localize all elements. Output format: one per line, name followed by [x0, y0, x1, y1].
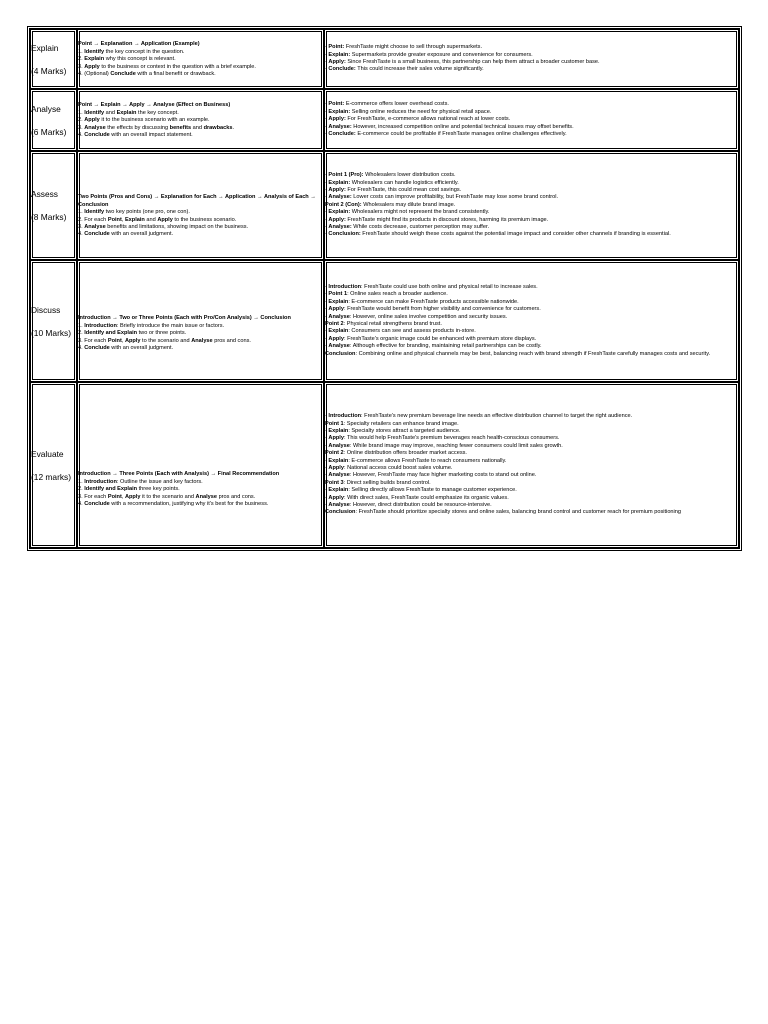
text-run: 1. [78, 322, 85, 329]
structure-cell [77, 151, 324, 260]
structure-title: Introduction → Two or Three Points (Each with Pro/Con Analysis) → Conclusion [78, 315, 291, 322]
example-line [325, 59, 738, 66]
bold-term: Explain [124, 216, 145, 223]
bold-term: Identify [84, 109, 105, 116]
bold-term: Conclude: [328, 66, 356, 73]
text-run: - [325, 194, 329, 201]
example-line [325, 52, 738, 59]
example-line [325, 328, 738, 335]
text-run: 3. For each [78, 337, 108, 344]
command-cell [30, 29, 77, 89]
structure-cell [77, 29, 324, 89]
bold-term: Apply [328, 465, 344, 471]
table-row [30, 89, 739, 151]
example-line [325, 187, 738, 194]
example-line [325, 224, 738, 231]
text-run: - [325, 108, 329, 115]
text-run: why this concept is relevant. [104, 56, 176, 63]
structure-step [78, 338, 323, 345]
structure-step [78, 486, 323, 493]
structure-step [78, 345, 323, 352]
structure-step [78, 209, 323, 216]
bold-term: drawbacks [203, 124, 233, 131]
bold-term: Point 1 (Pro): [328, 172, 364, 179]
text-run: - [325, 472, 329, 479]
text-run: 1. [78, 478, 85, 485]
example-line [325, 487, 738, 494]
bold-term: Explain [328, 457, 349, 464]
bold-term: Apply: [328, 216, 346, 223]
text-run: - [325, 494, 329, 501]
text-run: - [325, 66, 329, 73]
example-line [325, 66, 738, 73]
structure-step [78, 110, 323, 117]
text-run: - [325, 172, 329, 179]
text-run: E-commerce offers lower overhead costs. [344, 101, 449, 108]
text-run: - [325, 59, 329, 65]
text-run: - [325, 306, 329, 313]
text-run: 4. (Optional) [78, 71, 111, 78]
text-run: three key points. [137, 486, 180, 493]
bold-term: Analyse [84, 124, 106, 131]
bold-term: Point 3 [325, 479, 344, 486]
text-run: : However, direct distribution could be resource-intensive. [349, 502, 492, 509]
text-run: with a final benefit or drawback. [135, 71, 216, 78]
structure-step [78, 132, 323, 139]
structure-step [78, 323, 323, 330]
example-line [325, 314, 738, 321]
structure-step [78, 501, 323, 508]
text-run: benefits and limitations, showing impact on the business. [105, 223, 249, 230]
text-run: : Online distribution offers broader market access. [343, 450, 467, 457]
example-line [325, 194, 738, 201]
text-run: pros and cons. [212, 337, 251, 344]
text-run: - [325, 116, 329, 123]
bold-term: Apply: [328, 116, 346, 123]
structure-step [78, 224, 323, 231]
bold-term: Explain [328, 487, 349, 494]
bold-term: Apply [84, 63, 100, 70]
structure-step [78, 231, 323, 238]
bold-term: Analyse [328, 472, 350, 479]
example-cell [324, 151, 739, 260]
text-run: While costs decrease, customer perception may suffer. [351, 224, 490, 231]
example-line [325, 435, 738, 442]
text-run: FreshTaste might choose to sell through supermarkets. [344, 44, 483, 51]
text-run: For FreshTaste, this could mean cost savings. [345, 186, 462, 193]
text-run: - [325, 502, 329, 509]
bold-term: Apply [124, 493, 141, 500]
text-run: - [325, 291, 329, 298]
command-marks: (4 Marks) [31, 65, 67, 76]
text-run: Lower costs can improve profitability, but FreshTaste may lose some brand control. [351, 194, 559, 201]
text-run: Wholesalers might not represent the brand consistently. [350, 209, 490, 216]
bold-term: Explain [328, 427, 349, 434]
text-run: : Selling directly allows FreshTaste to manage customer experience. [348, 487, 517, 494]
command-cell [30, 260, 77, 382]
text-run: 4. [78, 231, 85, 238]
command-cell [30, 151, 77, 260]
example-line [325, 44, 738, 51]
text-run: and [191, 124, 204, 131]
bold-term: Introduction [328, 413, 362, 420]
table-row [30, 29, 739, 89]
text-run: : However, FreshTaste may face higher marketing costs to stand out online. [349, 472, 537, 479]
structure-cell [77, 382, 324, 548]
text-run: - [325, 487, 329, 494]
text-run: - [325, 298, 329, 305]
text-run: pros and cons. [217, 493, 256, 500]
bold-term: Apply [124, 337, 141, 344]
text-run: Wholesalers can handle logistics efficiently. [350, 179, 459, 186]
command-cell [30, 382, 77, 548]
text-run: 3. For each [78, 493, 108, 500]
text-run: the key concept in the question. [104, 48, 185, 55]
text-run: : Although effective for branding, maintaining retail partnerships can be costly. [349, 343, 542, 350]
example-line [325, 202, 738, 209]
text-run: and [144, 216, 158, 223]
bold-term: Conclude [110, 71, 136, 78]
text-run: : While brand image may improve, reaching fewer consumers could limit sales growth. [349, 442, 563, 449]
text-run: 3. [78, 63, 85, 70]
text-run: 2. [78, 486, 85, 493]
example-line [325, 495, 738, 502]
text-run: the key concept. [136, 109, 179, 116]
text-run: - [325, 313, 329, 320]
bold-term: Explain: [328, 51, 351, 58]
text-run: : Physical retail strengthens brand trust. [343, 321, 442, 327]
example-cell [324, 29, 739, 89]
text-run: : FreshTaste should prioritize specialty stores and online sales, balancing brand control and customer reach for premium positioning [355, 509, 682, 516]
text-run: : E-commerce can make FreshTaste products accessible nationwide. [348, 298, 519, 305]
example-line [325, 443, 738, 450]
text-run: , [121, 337, 125, 344]
text-run: two key points (one pro, one con). [104, 209, 190, 216]
example-line [325, 351, 738, 358]
bold-term: Explain [328, 328, 349, 335]
text-run: - [325, 44, 329, 51]
text-run: to the business or context in the question with a brief example. [99, 63, 256, 70]
example-line [325, 180, 738, 187]
structure-step [78, 125, 323, 132]
command-marks: (8 Marks) [31, 212, 67, 222]
bold-term: Analyse: [328, 224, 352, 231]
text-run: : Briefly introduce the main issue or factors. [116, 322, 225, 329]
bold-term: Identify and Explain [84, 486, 138, 493]
bold-term: Apply: [328, 186, 346, 193]
text-run: with a recommendation, justifying why it's best for the business. [109, 501, 269, 508]
text-run: Selling online reduces the need for physical retail space. [350, 108, 492, 115]
text-run: 2. For each [78, 216, 108, 223]
text-run: the effects by discussing [105, 124, 170, 131]
text-run: For FreshTaste, e-commerce allows national reach at lower costs. [345, 116, 511, 123]
bold-term: Explain: [328, 108, 351, 115]
text-run: , [121, 216, 125, 223]
text-run: 4. [78, 501, 85, 508]
text-run: with an overall impact statement. [109, 132, 193, 139]
structure-cell [77, 260, 324, 382]
bold-term: Introduction [84, 322, 117, 329]
bold-term: Analyse [195, 493, 218, 500]
text-run: - [325, 123, 329, 130]
bold-term: Apply [84, 117, 100, 124]
example-line [325, 321, 738, 328]
text-run: FreshTaste might find its products in discount stores, harming its premium image. [345, 216, 549, 223]
bold-term: Conclude [84, 231, 110, 238]
text-run: - [325, 209, 329, 216]
bold-term: Apply: [328, 59, 346, 65]
text-run: 1. [78, 48, 85, 55]
bold-term: Identify [84, 48, 105, 55]
text-run: This could increase their sales volume significantly. [355, 66, 484, 73]
bold-term: Point: [328, 101, 345, 108]
text-run: to the business scenario. [172, 216, 237, 223]
text-run: : Specialty stores attract a targeted audience. [348, 427, 461, 434]
command-word: Discuss [31, 304, 61, 315]
text-run: - [325, 216, 329, 223]
example-cell [324, 382, 739, 548]
bold-term: Analyse [191, 337, 213, 344]
example-line [325, 458, 738, 465]
text-run: - [325, 335, 329, 342]
text-run: 1. [78, 109, 85, 116]
text-run: : With direct sales, FreshTaste could emphasize its organic values. [343, 494, 509, 501]
bold-term: Conclude [84, 345, 110, 352]
example-line [325, 101, 738, 108]
structure-step [78, 56, 323, 63]
bold-term: Explain [116, 109, 137, 116]
text-run: - [325, 283, 329, 290]
text-run: 1. [78, 209, 85, 216]
text-run: 4. [78, 345, 85, 352]
text-run: Wholesalers lower distribution costs. [363, 172, 456, 179]
table-body [30, 29, 739, 548]
text-run: Wholesalers may dilute brand image. [361, 201, 456, 208]
text-run: : FreshTaste's new premium beverage line needs an effective distribution channel to target the right audience. [361, 413, 633, 420]
command-word: Assess [31, 189, 58, 199]
bold-term: Analyse [84, 223, 106, 230]
bold-term: Conclusion [325, 350, 356, 357]
example-line [325, 450, 738, 457]
bold-term: Apply [328, 494, 344, 501]
command-marks: (10 Marks) [31, 327, 72, 338]
bold-term: Apply [157, 216, 173, 223]
example-line [325, 465, 738, 472]
bold-term: Analyse: [328, 123, 352, 130]
bold-term: Point 1 [325, 420, 344, 427]
bold-term: Point [107, 493, 122, 500]
command-word: Evaluate [31, 448, 64, 459]
example-line [325, 502, 738, 509]
example-cell [324, 89, 739, 151]
text-run: : Direct selling builds brand control. [343, 479, 431, 486]
text-run: and [104, 109, 117, 116]
text-run: , [121, 493, 125, 500]
example-line [325, 413, 738, 420]
text-run: - [325, 343, 329, 350]
text-run: - [325, 328, 329, 335]
structure-step [78, 330, 323, 337]
text-run: : Online sales reach a broader audience. [347, 291, 448, 298]
text-run: - [325, 427, 329, 434]
text-run: - [325, 457, 329, 464]
structure-title: Point → Explain → Apply → Analyse (Effect on Business) [78, 102, 231, 109]
text-run: two or three points. [137, 330, 187, 337]
text-run: : Consumers can see and assess products in-store. [348, 328, 476, 335]
text-run: Supermarkets provide greater exposure and convenience for consumers. [350, 51, 533, 58]
text-run: : Specialty retailers can enhance brand image. [343, 420, 459, 427]
bold-term: Point [107, 337, 122, 344]
structure-step [78, 49, 323, 56]
example-line [325, 217, 738, 224]
example-line [325, 109, 738, 116]
text-run: - [325, 101, 329, 108]
bold-term: Introduction [84, 478, 117, 485]
bold-term: benefits [169, 124, 192, 131]
bold-term: Analyse [328, 442, 350, 449]
command-marks: (12 marks) [31, 471, 72, 482]
bold-term: Point 1 [328, 291, 348, 298]
text-run: - [325, 179, 329, 186]
bold-term: Explain: [328, 209, 351, 216]
command-word: Explain [31, 42, 59, 53]
text-run: it to the scenario and [140, 493, 196, 500]
bold-term: Analyse [328, 502, 350, 509]
bold-term: Identify [84, 209, 105, 216]
text-run: - [325, 442, 329, 449]
command-word: Analyse [31, 103, 61, 114]
example-line [325, 428, 738, 435]
text-run: 3. [78, 124, 85, 131]
structure-step [78, 479, 323, 486]
text-run: with an overall judgment. [109, 231, 174, 238]
example-line [325, 306, 738, 313]
text-run: . [232, 124, 235, 131]
bold-term: Point: [328, 44, 345, 51]
example-line [325, 116, 738, 123]
command-words-table [29, 28, 740, 549]
text-run: - [325, 465, 329, 471]
example-line [325, 124, 738, 131]
bold-term: Analyse [328, 343, 350, 350]
text-run: : Outline the issue and key factors. [116, 478, 203, 485]
structure-step [78, 494, 323, 501]
text-run: - [325, 51, 329, 58]
command-marks: (6 Marks) [31, 126, 67, 137]
bold-term: Point 2 [325, 321, 344, 327]
example-cell [324, 260, 739, 382]
bold-term: Point 2 (Con): [325, 201, 362, 208]
text-run: : However, online sales involve competition and security issues. [349, 313, 508, 320]
table-row [30, 151, 739, 260]
text-run: : FreshTaste could use both online and physical retail to increase sales. [361, 283, 538, 290]
example-line [325, 284, 738, 291]
example-line [325, 172, 738, 179]
text-run: with an overall judgment. [109, 345, 174, 352]
bold-term: Conclude [84, 132, 110, 139]
structure-step [78, 71, 323, 78]
bold-term: Point [107, 216, 122, 223]
bold-term: Introduction [328, 283, 362, 290]
structure-cell [77, 89, 324, 151]
text-run: - [325, 435, 329, 442]
example-line [325, 480, 738, 487]
text-run: : FreshTaste would benefit from higher visibility and convenience for customers. [343, 306, 541, 313]
structure-step [78, 64, 323, 71]
text-run: : This would help FreshTaste's premium beverages reach health-conscious consumers. [343, 435, 560, 442]
text-run: 3. [78, 223, 85, 230]
example-line [325, 343, 738, 350]
bold-term: Point 2 [325, 450, 344, 457]
bold-term: Identify and Explain [84, 330, 138, 337]
example-line [325, 472, 738, 479]
bold-term: Apply [328, 306, 344, 313]
example-line [325, 421, 738, 428]
bold-term: Explain [84, 56, 105, 63]
text-run: 2. [78, 117, 85, 124]
example-line [325, 231, 738, 238]
example-line [325, 509, 738, 516]
example-line [325, 336, 738, 343]
bold-term: Explain [328, 298, 349, 305]
example-line [325, 299, 738, 306]
text-run: However, increased competition online and potential technical issues may offset benefits. [351, 123, 574, 130]
bold-term: Conclusion [325, 509, 356, 516]
structure-step [78, 117, 323, 124]
example-line [325, 291, 738, 298]
text-run: 2. [78, 330, 85, 337]
example-line [325, 131, 738, 138]
text-run: to the scenario and [140, 337, 192, 344]
bold-term: Analyse [328, 313, 350, 320]
structure-title: Introduction → Three Points (Each with Analysis) → Final Recommendation [78, 471, 280, 478]
bold-term: Explain: [328, 179, 351, 186]
structure-title: Two Points (Pros and Cons) → Explanation for Each → Application → Analysis of Each → Conclusion [78, 194, 316, 208]
structure-title: Point → Explanation → Application (Example) [78, 41, 200, 48]
text-run: - [325, 231, 329, 238]
example-line [325, 209, 738, 216]
text-run: : E-commerce allows FreshTaste to reach consumers nationally. [348, 457, 507, 464]
text-run: Since FreshTaste is a small business, this partnership can help them attract a broader customer base. [345, 59, 600, 65]
text-run: 2. [78, 56, 85, 63]
table-row [30, 260, 739, 382]
bold-term: Apply [328, 335, 344, 342]
text-run: FreshTaste should weigh these costs against the potential image impact and consider other channels if branding is essential. [360, 231, 671, 238]
text-run: - [325, 131, 329, 138]
text-run: E-commerce could be profitable if FreshTaste manages online challenges effectively. [355, 131, 567, 138]
bold-term: Conclude [84, 501, 110, 508]
structure-step [78, 217, 323, 224]
text-run: - [325, 186, 329, 193]
command-cell [30, 89, 77, 151]
text-run: : National access could boost sales volume. [343, 465, 453, 471]
bold-term: Conclusion: [328, 231, 361, 238]
text-run: : FreshTaste's organic image could be enhanced with premium store displays. [343, 335, 537, 342]
text-run: 4. [78, 132, 85, 139]
text-run: - [325, 224, 329, 231]
text-run: : Combining online and physical channels may be best, balancing reach with brand strength if FreshTaste carefully manages costs and security. [355, 350, 711, 357]
text-run: - [325, 413, 329, 420]
text-run: it to the business scenario with an example. [99, 117, 210, 124]
table-row [30, 382, 739, 548]
bold-term: Conclude: [328, 131, 356, 138]
bold-term: Analyse: [328, 194, 352, 201]
bold-term: Apply [328, 435, 344, 442]
